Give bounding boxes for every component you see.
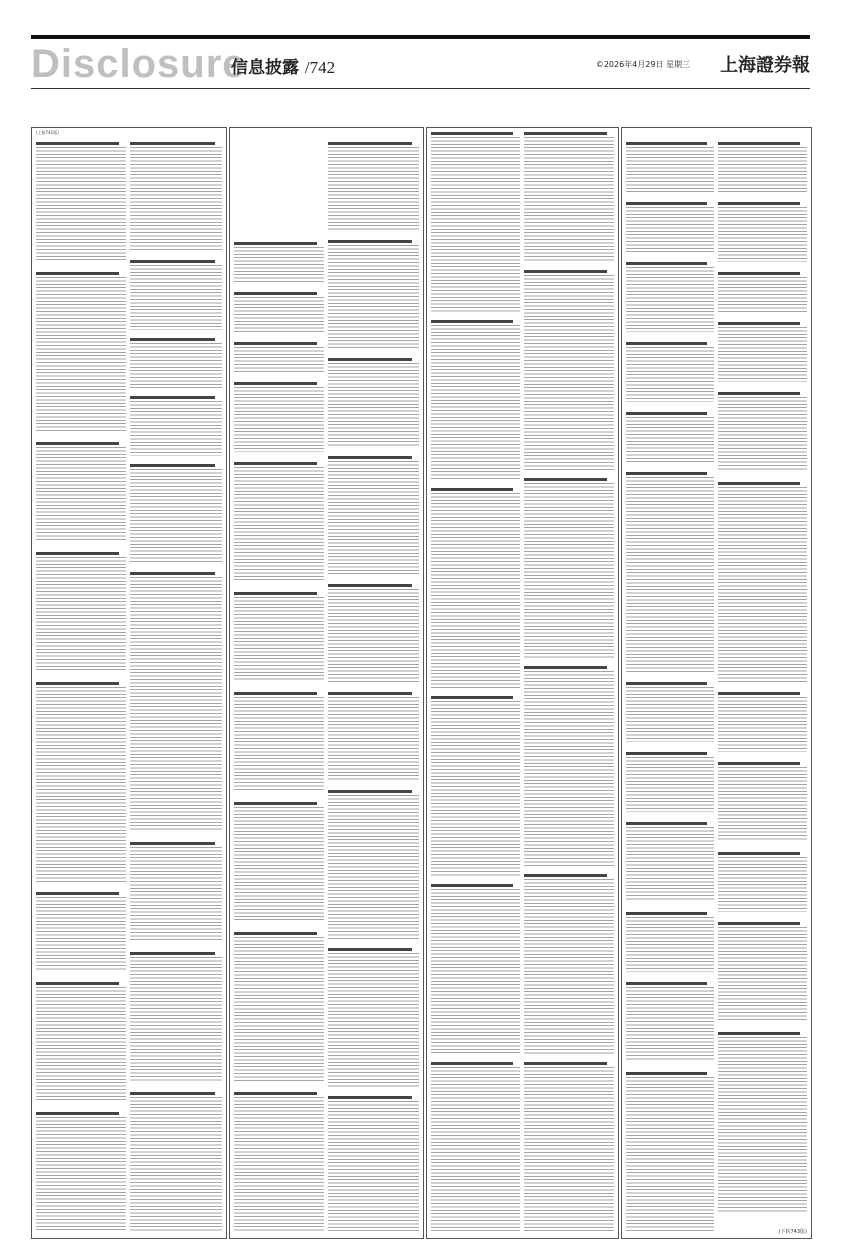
text-column-6 <box>524 132 614 1234</box>
text-column-4 <box>328 132 419 1234</box>
masthead-rule <box>31 88 810 89</box>
text-column-7 <box>626 132 714 1234</box>
text-column-2 <box>130 132 222 1234</box>
page-number: /742 <box>304 58 336 77</box>
text-column-5 <box>431 132 520 1234</box>
text-column-3 <box>234 132 324 1234</box>
continued-next-mark: (下转743版) <box>778 1229 807 1235</box>
notice-box-center-right <box>426 127 619 1239</box>
text-column-8 <box>718 132 807 1234</box>
notice-box-middle <box>229 127 424 1239</box>
text-column-1 <box>36 132 126 1234</box>
issue-date: ©2026年4月29日 星期三 <box>595 60 690 69</box>
notice-box-right <box>621 127 812 1239</box>
top-rule <box>31 35 810 39</box>
continued-mark: (上接741版) <box>36 130 59 135</box>
brand-logo: Disclosure <box>31 42 246 86</box>
masthead <box>31 42 810 86</box>
notice-box-left <box>31 127 227 1239</box>
section-name: 信息披露 <box>231 58 299 78</box>
section-title <box>231 53 335 78</box>
newspaper-name: 上海證券報 <box>720 55 810 76</box>
